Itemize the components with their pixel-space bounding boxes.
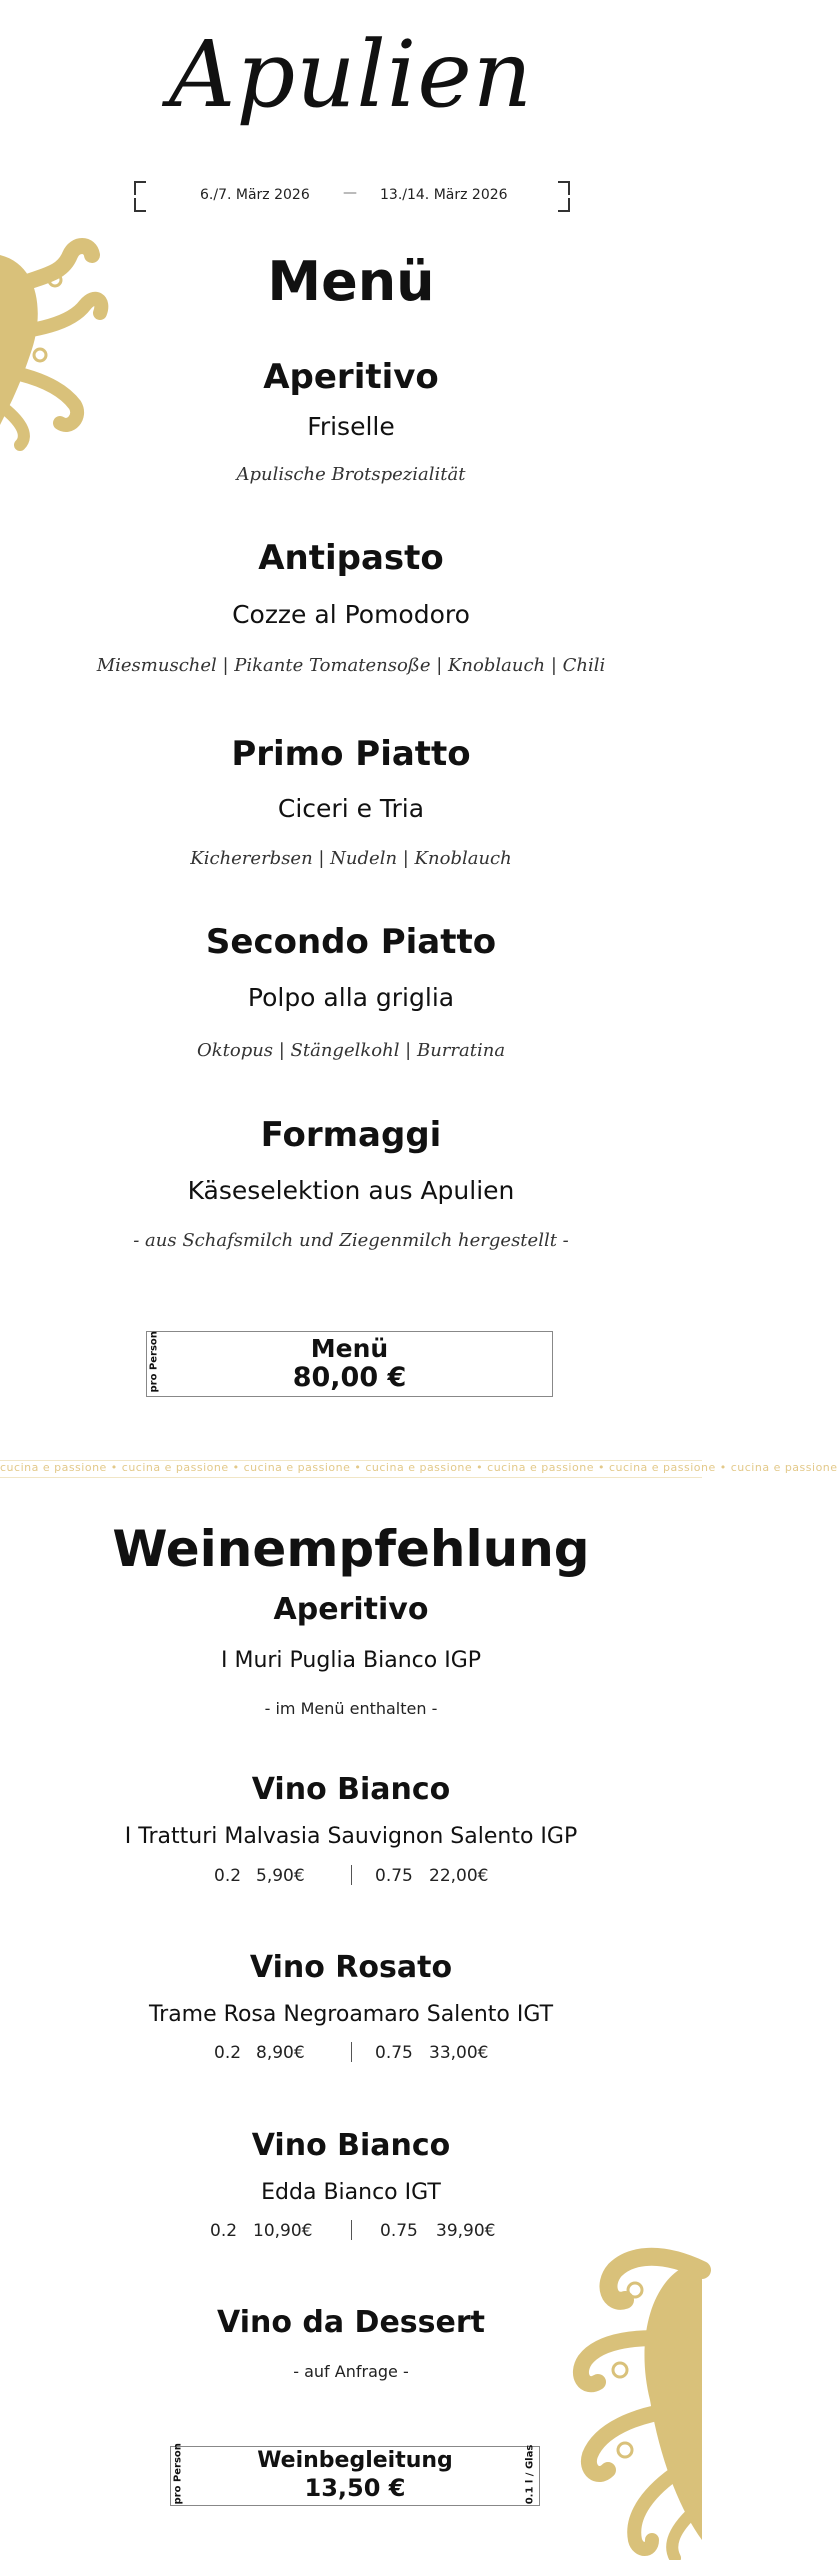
wine-name: I Muri Puglia Bianco IGP xyxy=(220,1648,482,1673)
price-divider xyxy=(351,2042,352,2062)
wine-note: - im Menü enthalten - xyxy=(264,1699,438,1718)
date-separator: — xyxy=(343,185,357,201)
wine-price-glass-size: 0.2 xyxy=(214,2043,242,2063)
course-heading: Primo Piatto xyxy=(231,734,471,774)
wine-price-bottle-size: 0.75 xyxy=(375,1866,413,1886)
wine-heading: Vino da Dessert xyxy=(217,2305,485,2340)
wine-price-bottle: 33,00€ xyxy=(429,2043,489,2063)
wine-price-bottle-size: 0.75 xyxy=(380,2221,418,2241)
course-dish: Ciceri e Tria xyxy=(277,794,425,823)
course-heading: Antipasto xyxy=(258,538,444,578)
wine-price-bottle: 22,00€ xyxy=(429,1866,489,1886)
wine-price-glass: 8,90€ xyxy=(256,2043,305,2063)
course-dish: Käseselektion aus Apulien xyxy=(187,1176,515,1205)
wine-heading: Vino Rosato xyxy=(249,1950,453,1985)
corner-bracket xyxy=(558,198,570,212)
wine-price-glass: 5,90€ xyxy=(256,1866,305,1886)
page-title: Apulien xyxy=(168,21,534,128)
wine-name: Trame Rosa Negroamaro Salento IGT xyxy=(148,2002,554,2027)
date-left: 6./7. März 2026 xyxy=(200,187,310,203)
divider-strip xyxy=(0,1460,838,1478)
glass-size-label: 0.1 l / Glas xyxy=(524,2444,536,2505)
corner-bracket xyxy=(134,198,146,212)
course-description: Kichererbsen | Nudeln | Knoblauch xyxy=(190,848,512,869)
corner-bracket xyxy=(558,181,570,195)
course-description: Apulische Brotspezialität xyxy=(236,464,466,485)
wine-heading: Vino Bianco xyxy=(251,2128,451,2163)
course-dish: Friselle xyxy=(307,412,395,441)
course-description: - aus Schafsmilch und Ziegenmilch hergestellt - xyxy=(133,1230,569,1251)
pairing-label: Weinbegleitung xyxy=(257,2448,453,2473)
price-divider xyxy=(351,1865,352,1885)
wine-title: Weinempfehlung xyxy=(112,1520,590,1578)
wine-price-glass-size: 0.2 xyxy=(214,1866,242,1886)
wine-heading: Aperitivo xyxy=(273,1592,429,1627)
course-dish: Polpo alla griglia xyxy=(247,983,455,1012)
course-description: Miesmuschel | Pikante Tomatensoße | Knoblauch | Chili xyxy=(96,655,606,676)
date-right: 13./14. März 2026 xyxy=(380,187,508,203)
course-heading: Secondo Piatto xyxy=(205,922,497,962)
wine-name: I Tratturi Malvasia Sauvignon Salento IGP xyxy=(124,1824,578,1849)
octopus-tentacle-icon xyxy=(540,2230,702,2560)
menu-price-box xyxy=(146,1331,553,1397)
wine-price-bottle: 39,90€ xyxy=(436,2221,496,2241)
wine-price-glass: 10,90€ xyxy=(253,2221,313,2241)
per-person-label: pro Person xyxy=(148,1331,160,1393)
wine-price-bottle-size: 0.75 xyxy=(375,2043,413,2063)
wine-note: - auf Anfrage - xyxy=(293,2362,409,2381)
wine-pairing-box xyxy=(170,2443,540,2506)
corner-bracket xyxy=(134,181,146,195)
divider-strip-text: cucina e passione • cucina e passione • cucina e passione • cucina e passione • cucina e passione • cucina e passione • cucina e passione xyxy=(0,1461,838,1474)
course-heading: Aperitivo xyxy=(263,357,439,397)
menu-price-label: Menü xyxy=(310,1334,389,1363)
menu-price-value: 80,00 € xyxy=(292,1362,407,1393)
pairing-price: 13,50 € xyxy=(304,2474,406,2502)
per-person-label: pro Person xyxy=(172,2443,184,2505)
course-heading: Formaggi xyxy=(260,1115,442,1155)
price-divider xyxy=(351,2220,352,2240)
wine-name: Edda Bianco IGT xyxy=(261,2180,441,2205)
wine-heading: Vino Bianco xyxy=(251,1772,451,1807)
wine-price-glass-size: 0.2 xyxy=(210,2221,238,2241)
menu-title: Menü xyxy=(267,250,435,313)
course-dish: Cozze al Pomodoro xyxy=(232,600,470,629)
course-description: Oktopus | Stängelkohl | Burratina xyxy=(196,1040,506,1061)
